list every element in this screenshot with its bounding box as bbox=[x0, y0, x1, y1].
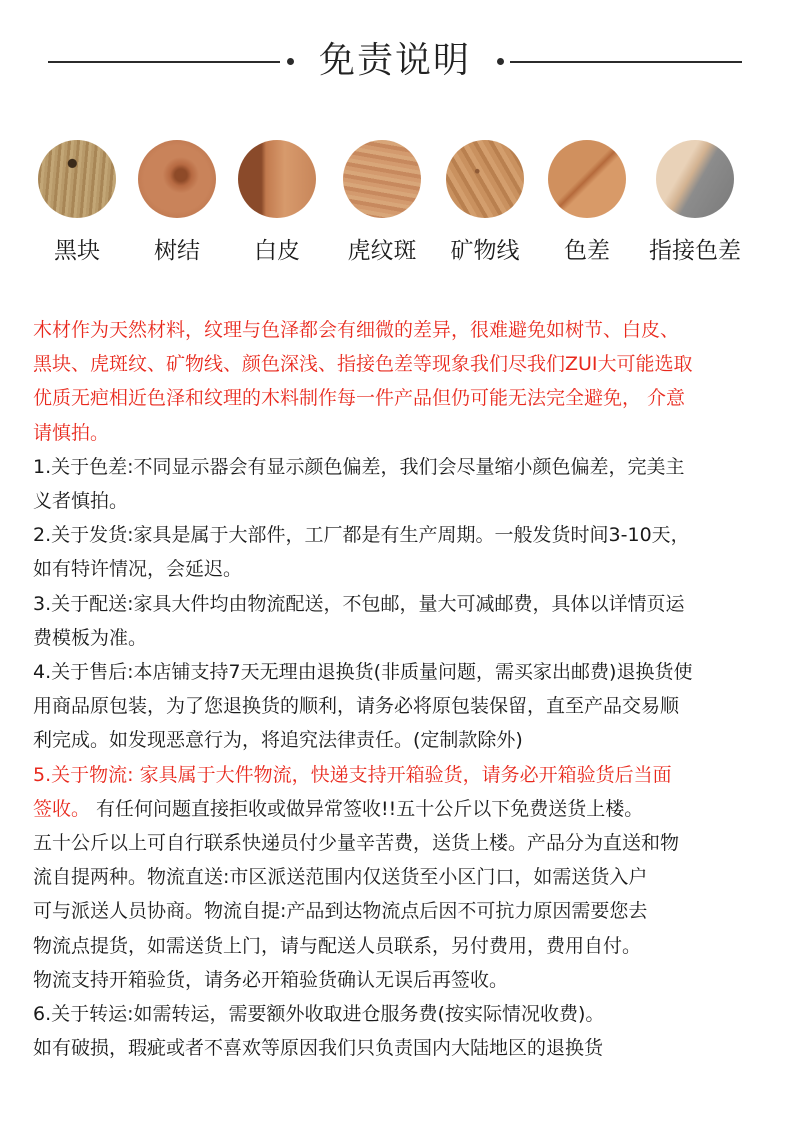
sapwood-wood-swatch-icon bbox=[238, 140, 316, 218]
disclaimer-line-text: 流自提两种。物流直送:市区派送范围内仅送货至小区门口，如需送货入户 bbox=[33, 866, 648, 889]
disclaimer-line bbox=[33, 381, 773, 415]
disclaimer-line bbox=[33, 416, 773, 450]
swatch-label: 虎纹斑 bbox=[347, 238, 417, 264]
disclaimer-line-text: 6.关于转运:如需转运，需要额外收取进仓服务费(按实际情况收费)。 bbox=[33, 1003, 605, 1026]
disclaimer-line bbox=[33, 723, 773, 757]
disclaimer-line-text: 2.关于发货:家具是属于大部件，工厂都是有生产周期。一般发货时间3-10天， bbox=[33, 524, 690, 547]
swatch-tree-knot bbox=[126, 140, 228, 266]
swatch-label: 色差 bbox=[564, 238, 610, 264]
disclaimer-line-text: 4.关于售后:本店铺支持7天无理由退换货(非质量问题，需买家出邮费)退换货使 bbox=[33, 661, 693, 684]
disclaimer-line-text: 用商品原包装，为了您退换货的顺利，请务必将原包装保留，直至产品交易顺 bbox=[33, 695, 680, 718]
tiger-stripe-wood-swatch-icon bbox=[343, 140, 421, 218]
disclaimer-line-text: 3.关于配送:家具大件均由物流配送，不包邮，量大可减邮费，具体以详情页运 bbox=[33, 592, 685, 615]
disclaimer-line-text: 黑块、虎斑纹、矿物线、颜色深浅、指接色差等现象我们尽我们ZUI大可能选取 bbox=[33, 353, 693, 376]
header-rule-right bbox=[510, 61, 742, 63]
disclaimer-line-text: 如有破损，瑕疵或者不喜欢等原因我们只负责国内大陆地区的退换货 bbox=[33, 1037, 604, 1060]
disclaimer-line-text: 可与派送人员协商。物流自提:产品到达物流点后因不可抗力原因需要您去 bbox=[33, 900, 648, 923]
swatch-sapwood bbox=[226, 140, 328, 266]
disclaimer-line-text: 签收。 bbox=[33, 797, 91, 820]
swatch-finger-joint bbox=[644, 140, 746, 266]
disclaimer-line-text: 五十公斤以上可自行联系快递员付少量辛苦费，送货上楼。产品分为直送和物 bbox=[33, 832, 680, 855]
wood-defect-swatches bbox=[0, 140, 790, 280]
disclaimer-line-text: 木材作为天然材料，纹理与色泽都会有细微的差异，很难避免如树节、白皮、 bbox=[33, 319, 680, 341]
header bbox=[0, 30, 790, 90]
disclaimer-line bbox=[33, 689, 773, 723]
disclaimer-line-text: 义者慎拍。 bbox=[33, 490, 129, 513]
disclaimer-line-text: 1.关于色差:不同显示器会有显示颜色偏差，我们会尽量缩小颜色偏差，完美主 bbox=[33, 455, 685, 478]
disclaimer-line bbox=[33, 450, 773, 484]
swatch-color-difference bbox=[536, 140, 638, 266]
disclaimer-line bbox=[33, 518, 773, 552]
swatch-label: 白皮 bbox=[254, 238, 300, 264]
disclaimer-line-text: 利完成。如发现恶意行为，将追究法律责任。(定制款除外) bbox=[33, 729, 523, 752]
finger-joint-wood-swatch-icon bbox=[656, 140, 734, 218]
disclaimer-line-text: 请慎拍。 bbox=[33, 421, 110, 444]
disclaimer-line bbox=[33, 826, 773, 860]
disclaimer-line bbox=[33, 621, 773, 655]
header-dot-right bbox=[497, 58, 504, 65]
swatch-label: 指接色差 bbox=[649, 238, 741, 264]
disclaimer-line bbox=[33, 758, 773, 792]
color-difference-wood-swatch-icon bbox=[548, 140, 626, 218]
swatch-label: 树结 bbox=[154, 238, 200, 264]
disclaimer-line-text: 5.关于物流: 家具属于大件物流，快递支持开箱验货，请务必开箱验货后当面 bbox=[33, 763, 672, 786]
swatch-mineral-streak bbox=[434, 140, 536, 266]
disclaimer-line bbox=[33, 313, 773, 347]
disclaimer-text bbox=[33, 313, 773, 1065]
disclaimer-line-continuation: 有任何问题直接拒收或做异常签收!!五十公斤以下免费送货上楼。 bbox=[90, 797, 644, 820]
disclaimer-line-text: 物流支持开箱验货，请务必开箱验货确认无误后再签收。 bbox=[33, 968, 509, 991]
swatch-tiger-stripe bbox=[331, 140, 433, 266]
tree-knot-wood-swatch-icon bbox=[138, 140, 216, 218]
disclaimer-line bbox=[33, 997, 773, 1031]
black-knot-wood-swatch-icon bbox=[38, 140, 116, 218]
disclaimer-line bbox=[33, 929, 773, 963]
disclaimer-line bbox=[33, 792, 773, 826]
disclaimer-line-text: 物流点提货，如需送货上门，请与配送人员联系，另付费用，费用自付。 bbox=[33, 934, 642, 957]
disclaimer-line bbox=[33, 860, 773, 894]
page-title: 免责说明 bbox=[318, 40, 471, 81]
swatch-label: 矿物线 bbox=[450, 238, 520, 264]
disclaimer-line-text: 费模板为准。 bbox=[33, 626, 148, 649]
disclaimer-line bbox=[33, 347, 773, 381]
swatch-black-knot bbox=[26, 140, 128, 266]
disclaimer-line bbox=[33, 587, 773, 621]
disclaimer-line-text: 如有特许情况，会延迟。 bbox=[33, 558, 243, 581]
disclaimer-line bbox=[33, 552, 773, 586]
swatch-label: 黑块 bbox=[54, 238, 100, 264]
disclaimer-line bbox=[33, 484, 773, 518]
disclaimer-line bbox=[33, 1031, 773, 1065]
disclaimer-line-text: 优质无疤相近色泽和纹理的木料制作每一件产品但仍可能无法完全避免， 介意 bbox=[33, 387, 686, 410]
mineral-streak-wood-swatch-icon bbox=[446, 140, 524, 218]
disclaimer-line bbox=[33, 655, 773, 689]
disclaimer-line bbox=[33, 894, 773, 928]
disclaimer-line bbox=[33, 963, 773, 997]
